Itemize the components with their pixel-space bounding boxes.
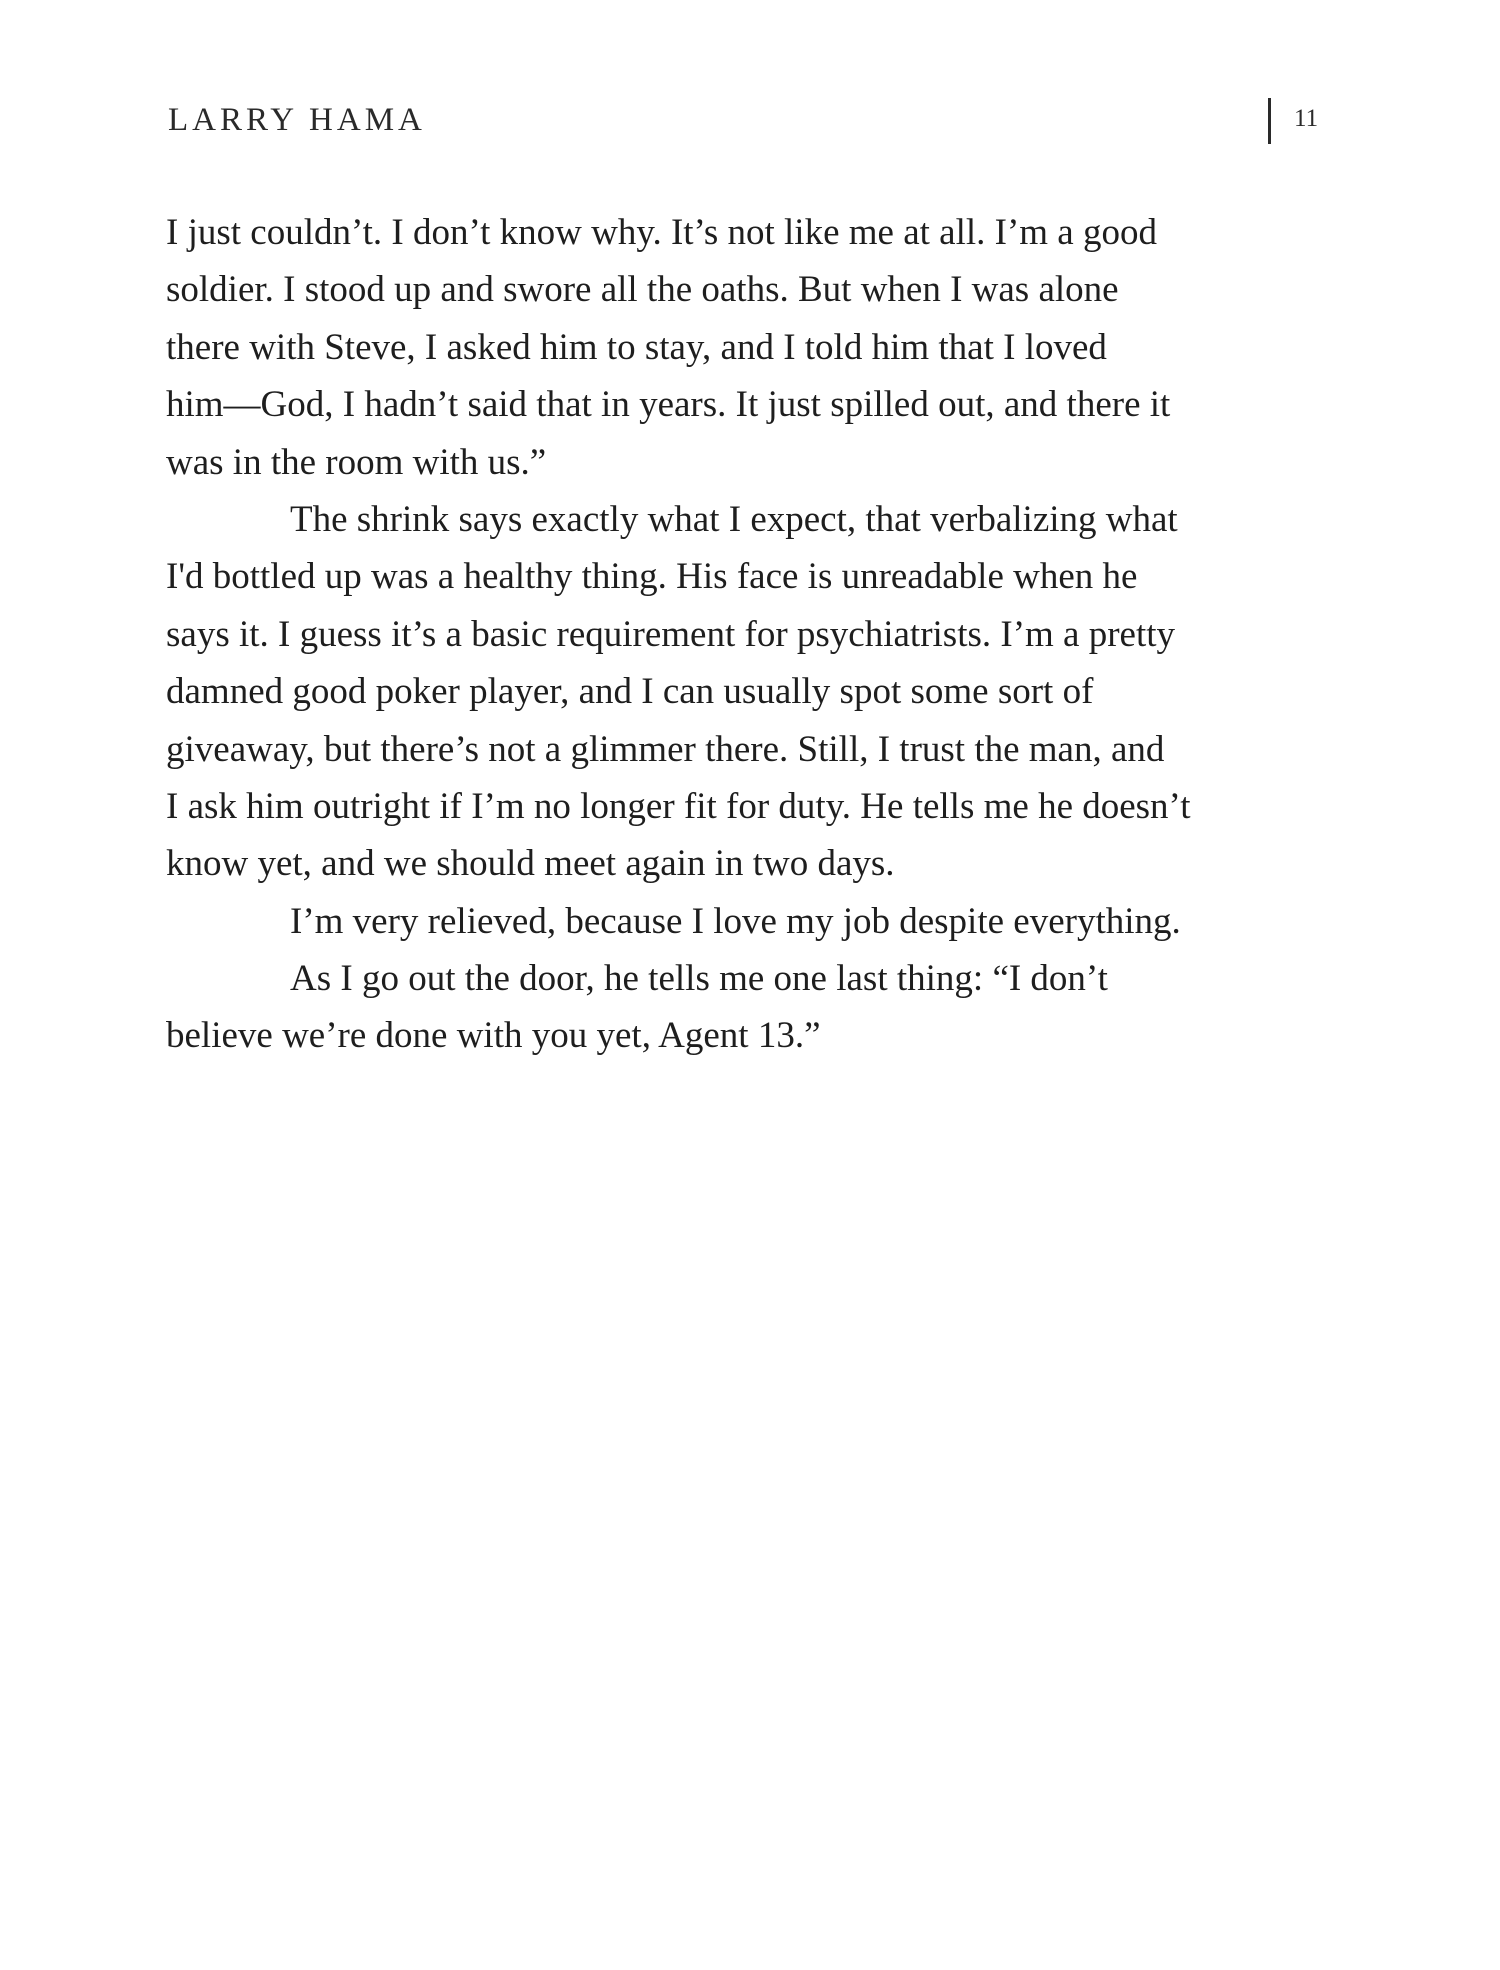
running-header [168, 98, 1328, 148]
text-line: giveaway, but there’s not a glimmer there. Still, I trust the man, and [166, 728, 1165, 770]
header-divider [1268, 98, 1271, 144]
text-line: I just couldn’t. I don’t know why. It’s not like me at all. I’m a good [166, 212, 1157, 253]
text-line: I ask him outright if I’m no longer fit for duty. He tells me he doesn’t [166, 785, 1191, 827]
page-number: 11 [1294, 105, 1319, 132]
text-line: damned good poker player, and I can usually spot some sort of [166, 671, 1094, 713]
author-name: LARRY HAMA [168, 102, 426, 138]
text-line: him—God, I hadn’t said that in years. It just spilled out, and there it [166, 384, 1171, 426]
text-line: says it. I guess it’s a basic requirement for psychiatrists. I’m a pretty [166, 613, 1176, 655]
body-text [166, 204, 1336, 1065]
text-line: know yet, and we should meet again in two days. [166, 843, 895, 885]
text-line: believe we’re done with you yet, Agent 13.” [166, 1015, 821, 1057]
text-line: soldier. I stood up and swore all the oaths. But when I was alone [166, 269, 1119, 311]
text-line: I’m very relieved, because I love my job despite everything. [290, 900, 1181, 942]
text-line: I'd bottled up was a healthy thing. His face is unreadable when he [166, 556, 1138, 598]
text-line: was in the room with us.” [166, 441, 547, 483]
text-line: As I go out the door, he tells me one last thing: “I don’t [290, 958, 1108, 1000]
text-line: there with Steve, I asked him to stay, and I told him that I loved [166, 326, 1107, 368]
text-line: The shrink says exactly what I expect, that verbalizing what [290, 498, 1178, 540]
